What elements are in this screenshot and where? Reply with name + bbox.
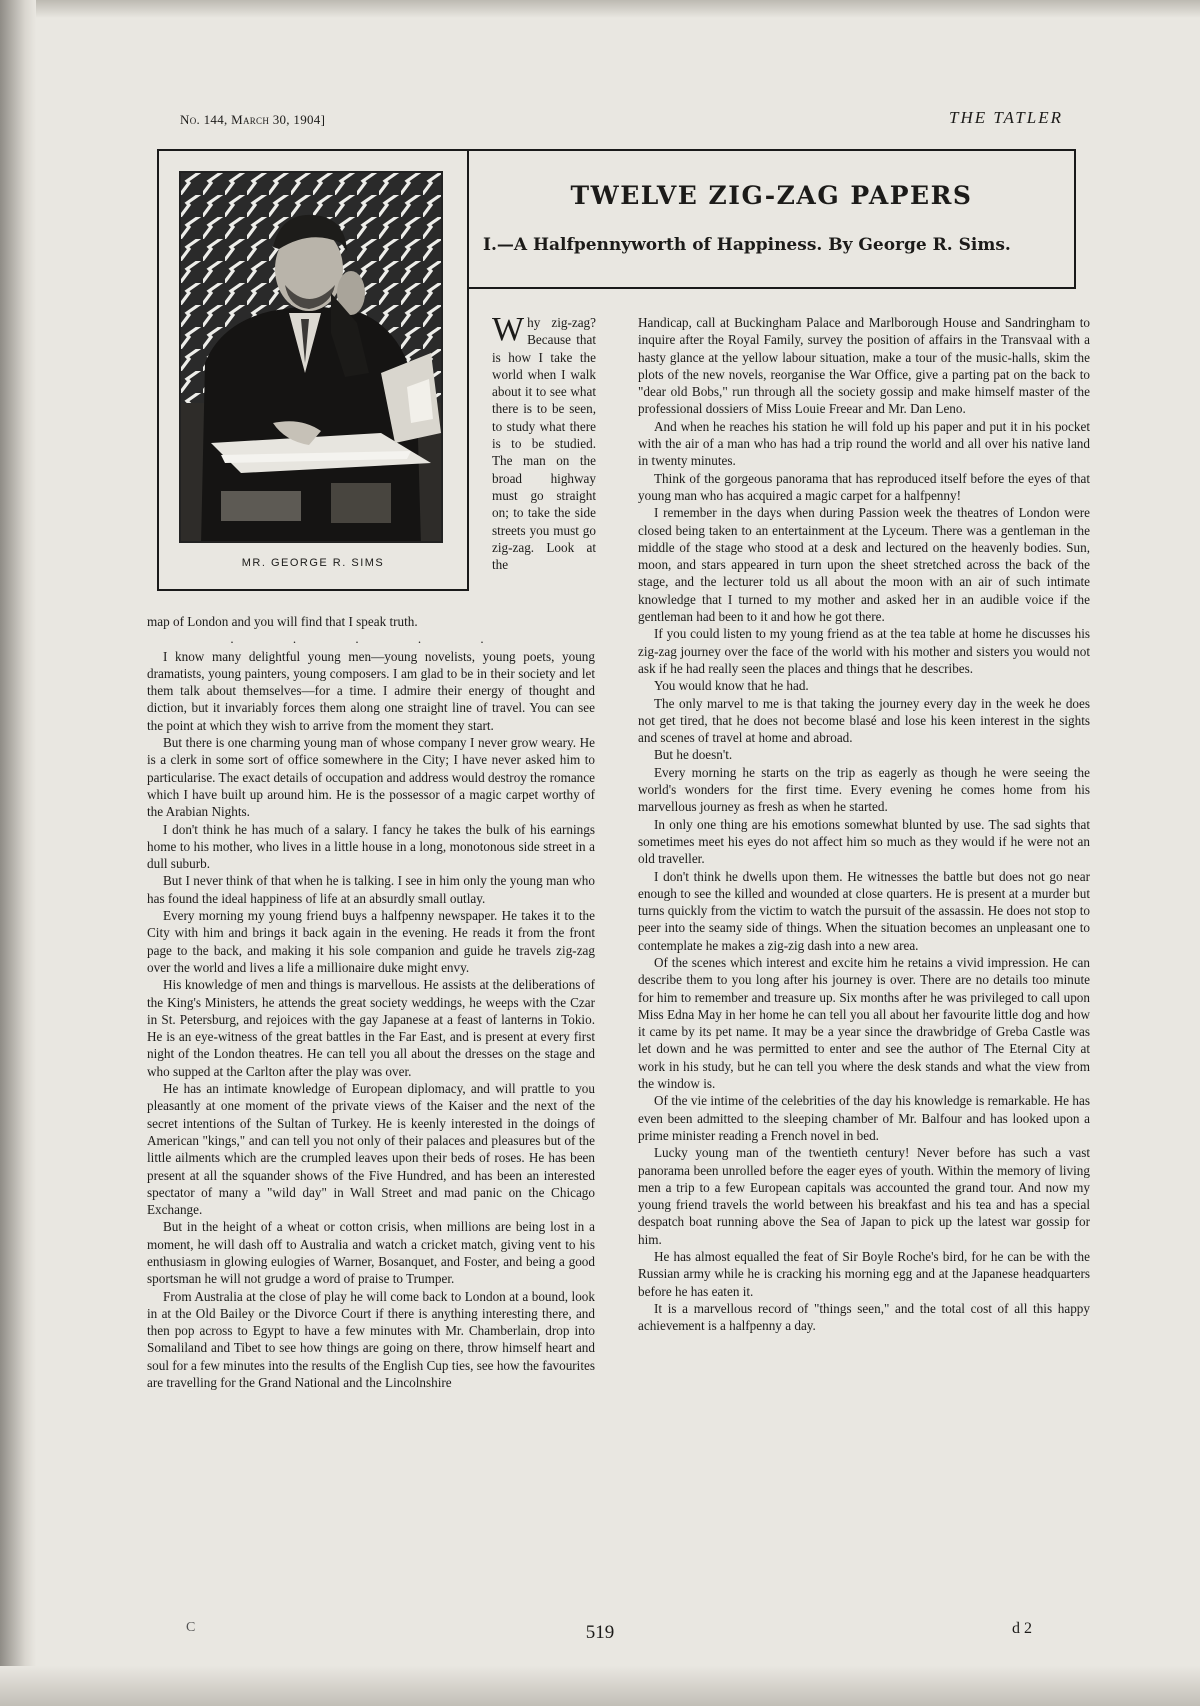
paragraph: He has almost equalled the feat of Sir Boyle Roche's bird, for he can be with the Russian army while he is cracking his morning egg and at the Japanese headquarters before he has eaten it. [638, 1249, 1090, 1299]
paragraph: The only marvel to me is that taking the journey every day in the week he does not get tired, that he does not become blasé and lose his keen interest in the sights and scenes of travel at home and abroad. [638, 695, 1090, 746]
drop-cap: W [492, 311, 525, 348]
portrait-caption: MR. GEORGE R. SIMS [241, 557, 385, 569]
portrait-photo [179, 171, 443, 543]
title-box [467, 149, 1076, 289]
paragraph: But in the height of a wheat or cotton crisis, when millions are being lost in a moment, he will dash off to Australia and watch a cricket match, giving vent to his enthusiasm in glowing eulogies of Warner, Bosanquet, and Foster, and being a good sportsman he will not grudge a word of praise to Trumper. [147, 1219, 595, 1287]
page-number: 519 [585, 1622, 615, 1643]
portrait-frame [157, 149, 469, 591]
signature-mark-left: C [186, 1620, 196, 1635]
paragraph: His knowledge of men and things is marvellous. He assists at the deliberations of the King's Ministers, he attends the great society weddings, he weeps with the Czar in St. Petersburg, and rejoices with the gay Japanese at a feast of lanterns in Tokio. He is an eye-witness of the great battles in the Far East, and is present at every first night of the London theatres. He can tell you all about the dresses on the stage and who supped at the Carlton after the play was over. [147, 977, 595, 1079]
paragraph: Of the scenes which interest and excite him he retains a vivid impression. He can describe them to you long after his journey is over. There are no details too minute for him to remember and treasure up. Six months after he was privileged to call upon Miss Edna May in her home he can tell you all about her favourite little dog and how it came by its pet name. It may be a year since the drawbridge of Greba Castle was let down and he was permitted to enter and see the author of The Eternal City at work in his study, but he can tell you where the desk stands and what the view from the window is. [638, 954, 1090, 1092]
paragraph: But there is one charming young man of whose company I never grow weary. He is a clerk in some sort of office somewhere in the City; I have never asked him to particularise. The exact details of occupation and address would destroy the romance which I have built up around him. He is the possessor of a magic carpet worthy of the Arabian Nights. [147, 735, 595, 820]
paragraph: map of London and you will find that I speak truth. [147, 614, 418, 629]
paragraph: From Australia at the close of play he will come back to London at a bound, look in at the Old Bailey or the Divorce Court if there is anything interesting there, and then pop across to Egypt to have a few minutes with Mr. Chamberlain, drop into Somaliland and Tibet to see how things are going on there, throw himself heart and soul for a few minutes into the results of the English Cup ties, see how the favourites are travelling for the Grand National and the Lincolnshire [147, 1288, 595, 1391]
section-break: . . . . . [230, 631, 512, 647]
article-subtitle: I.—A Halfpennyworth of Happiness. By George R. Sims. [483, 235, 1011, 255]
intro-text: hy zig-zag? Because that is how I take the world when I walk about it to see what there is to be seen, to study what there is to be studied. The man on the broad highway must go straight on; to take the side streets you must go zig-zag. Look at the [492, 315, 596, 573]
paragraph: I don't think he dwells upon them. He witnesses the battle but does not go near enough to see the killed and wounded at close quarters. He is present at a murder but turns quickly from the victim to watch the pursuit of the assassin. He does not stop to peer into the seamy side of things. When the situation becomes an unpleasant one to contemplate he makes a zig-zig dash into a new area. [638, 868, 1090, 953]
paragraph: But I never think of that when he is talking. I see in him only the young man who has found the ideal happiness of life at an absurdly small outlay. [147, 873, 595, 906]
paragraph: Every morning he starts on the trip as eagerly as though he were seeing the world's wonders for the first time. Every evening he comes home from his marvellous journey as fresh as when he started. [638, 764, 1090, 815]
paragraph: If you could listen to my young friend as at the tea table at home he discusses his zig-zag journey over the face of the world with his mother and sisters you would not ask if he had really seen the places and things that he describes. [638, 626, 1090, 676]
paragraph: He has an intimate knowledge of European diplomacy, and will prattle to you pleasantly at one moment of the private views of the Kaiser and the next of the secret intentions of the Sultan of Turkey. He is keenly interested in the doings of American "kings," and can tell you not only of their palaces and pleasures but of the little ailments which are the crumpled leaves upon their beds of roses. He has been present at all the squander shows of the Five Hundred, and has been an interested spectator of many a "wild day" in Wall Street and mad panic on the Chicago Exchange. [147, 1081, 595, 1218]
paragraph: Every morning my young friend buys a halfpenny newspaper. He takes it to the City with him and brings it back again in the evening. He reads it from the front page to the back, and making it his sole companion and guide he travels zig-zag over the world and lives a life a millionaire duke might envy. [147, 908, 595, 975]
column-intro [492, 311, 596, 573]
column-left [147, 613, 595, 1391]
running-header-issue: No. 144, March 30, 1904] [180, 112, 326, 127]
paragraph: You would know that he had. [654, 678, 809, 694]
page-edge-top [0, 0, 1200, 18]
intro-paragraph [492, 311, 596, 573]
paragraph: I know many delightful young men—young novelists, young poets, young dramatists, young painters, young composers. I am glad to be in their society and let them talk about themselves—for a time. I admire their energy of thought and diction, but it invariably forces them along one straight line of travel. You can see the point at which they wish to arrive from the moment they start. [147, 648, 595, 733]
page-edge-binding [0, 0, 36, 1706]
portrait-illustration [181, 173, 443, 543]
paragraph: Lucky young man of the twentieth century! Never before has such a vast panorama been unrolled before the eager eyes of youth. Within the memory of living men a trip to a few European capitals was accounted the grand tour. And now my young friend travels the world between his breakfast and his tea and has a special despatch boat running above the Sea of Japan to pick up the latest war gossip for him. [638, 1145, 1090, 1247]
paragraph: But he doesn't. [654, 747, 733, 763]
paragraph: I remember in the days when during Passion week the theatres of London were closed being taken to an entertainment at the Lyceum. There was a gentleman in the middle of the stage who stood at a desk and lectured on the heavenly bodies. Sun, moon, and stars appeared in turn upon the sheet stretched across the back of the stage, and the lecturer told us all about the moon with an air of such intimate knowledge that I turned to my mother and asked her in an audible voice if the gentleman had been to it and how he got there. [638, 505, 1090, 625]
signature-mark-right: d 2 [1012, 1620, 1032, 1637]
paragraph: Of the vie intime of the celebrities of the day his knowledge is remarkable. He has even been admitted to the sleeping chamber of Mr. Balfour and has looked upon a prime minister reading a French novel in bed. [638, 1093, 1090, 1143]
column-right [638, 314, 1090, 1335]
paragraph: I don't think he has much of a salary. I fancy he takes the bulk of his earnings home to his mother, who lives in a little house in a long, monotonous side street in a dull suburb. [147, 821, 595, 872]
running-header-title: THE TATLER [949, 108, 1063, 127]
paragraph: And when he reaches his station he will fold up his paper and put it in his pocket with the air of a man who has had a trip round the world and all over his native land in twenty minutes. [638, 418, 1090, 469]
paragraph: In only one thing are his emotions somewhat blunted by use. The sad sights that sometimes meet his eyes do not affect him so much as they would if he were not an old traveller. [638, 816, 1090, 867]
page-edge-bottom [0, 1666, 1200, 1706]
paragraph: Think of the gorgeous panorama that has reproduced itself before the eyes of that young man who has acquired a magic carpet for a halfpenny! [638, 470, 1090, 503]
paragraph: Handicap, call at Buckingham Palace and Marlborough House and Sandringham to inquire after the Royal Family, survey the position of affairs in the Transvaal with a hasty glance at the yellow labour situation, make a tour of the music-halls, skim the plots of the new novels, reorganise the War Office, give a parting pat on the back to "dear old Bobs," run through all the society gossip and make himself master of the professional dossiers of Miss Louie Freear and Mr. Dan Leno. [638, 315, 1090, 417]
paragraph: It is a marvellous record of "things seen," and the total cost of all this happy achievement is a halfpenny a day. [638, 1300, 1090, 1334]
article-title: TWELVE ZIG-ZAG PAPERS [570, 181, 973, 210]
